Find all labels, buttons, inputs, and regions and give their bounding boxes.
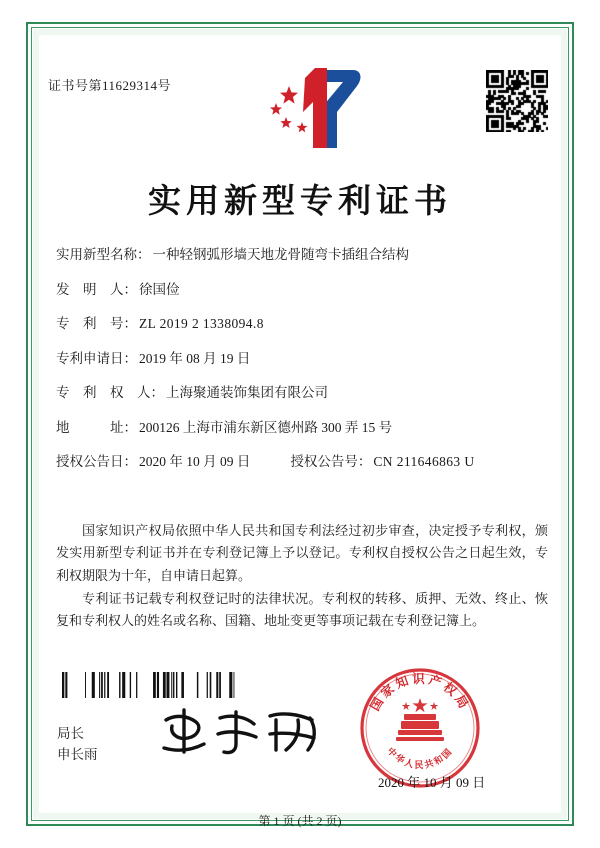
page-title: 实用新型专利证书 (148, 181, 452, 220)
field-label: 专利申请日： (56, 350, 137, 366)
legal-paragraph-2: 专利证书记载专利权登记时的法律状况。专利权的转移、质押、无效、终止、恢复和专利权人的姓名或名称、国籍、地址变更等事项记载在专利登记簿上。 (56, 591, 548, 629)
field-value: ZL 2019 2 1338094.8 (139, 316, 264, 331)
grant-number-group (290, 455, 474, 469)
field-label: 实用新型名称： (56, 247, 151, 262)
signature-label (57, 724, 98, 766)
field-value: 徐国俭 (139, 281, 180, 297)
svg-text:中华人民共和国: 中华人民共和国 (384, 746, 456, 771)
field-label: 地 址： (56, 419, 137, 435)
field-row-address (56, 421, 551, 435)
grant-number-value: CN 211646863 U (373, 454, 475, 469)
field-label: 专 利 权 人： (56, 385, 164, 400)
field-row-patentee (56, 386, 551, 400)
field-value: 一种轻钢弧形墙天地龙骨随弯卡插组合结构 (152, 247, 409, 262)
qr-code (486, 70, 548, 132)
legal-text (56, 520, 548, 634)
svg-text:国家知识产权局: 国家知识产权局 (366, 671, 474, 714)
certificate-number: 证书号第11629314号 (48, 78, 172, 93)
field-row-patent-number (56, 317, 551, 331)
director-name: 申长雨 (57, 746, 98, 762)
grant-date-value: 2020 年 10 月 09 日 (139, 454, 251, 469)
page-footer: 第 1 页 (共 2 页) (258, 814, 342, 828)
barcode (62, 672, 237, 698)
field-row-inventor (56, 283, 551, 297)
field-label: 发 明 人： (56, 281, 137, 297)
seal-date: 2020 年 10 月 09 日 (378, 775, 486, 790)
grant-number-label: 授权公告号： (290, 454, 372, 469)
field-value: 上海聚通装饰集团有限公司 (166, 385, 328, 400)
field-row-application-date (56, 352, 551, 366)
handwritten-signature (158, 704, 328, 760)
field-row-name (56, 248, 551, 262)
field-value: 200126 上海市浦东新区德州路 300 弄 15 号 (139, 419, 393, 435)
field-list (56, 248, 551, 490)
legal-paragraph-1: 国家知识产权局依照中华人民共和国专利法经过初步审查，决定授予专利权，颁发实用新型专利证书并在专利登记簿上予以登记。专利权自授权公告之日起生效，专利权期限为十年，自申请日起算。 (56, 523, 548, 583)
field-label: 专 利 号： (56, 316, 137, 331)
cnipa-logo-icon (245, 60, 365, 155)
field-value: 2019 年 08 月 19 日 (139, 350, 251, 366)
field-row-grant (56, 455, 551, 469)
grant-date-label: 授权公告日： (56, 454, 137, 469)
director-title: 局长 (57, 726, 84, 741)
